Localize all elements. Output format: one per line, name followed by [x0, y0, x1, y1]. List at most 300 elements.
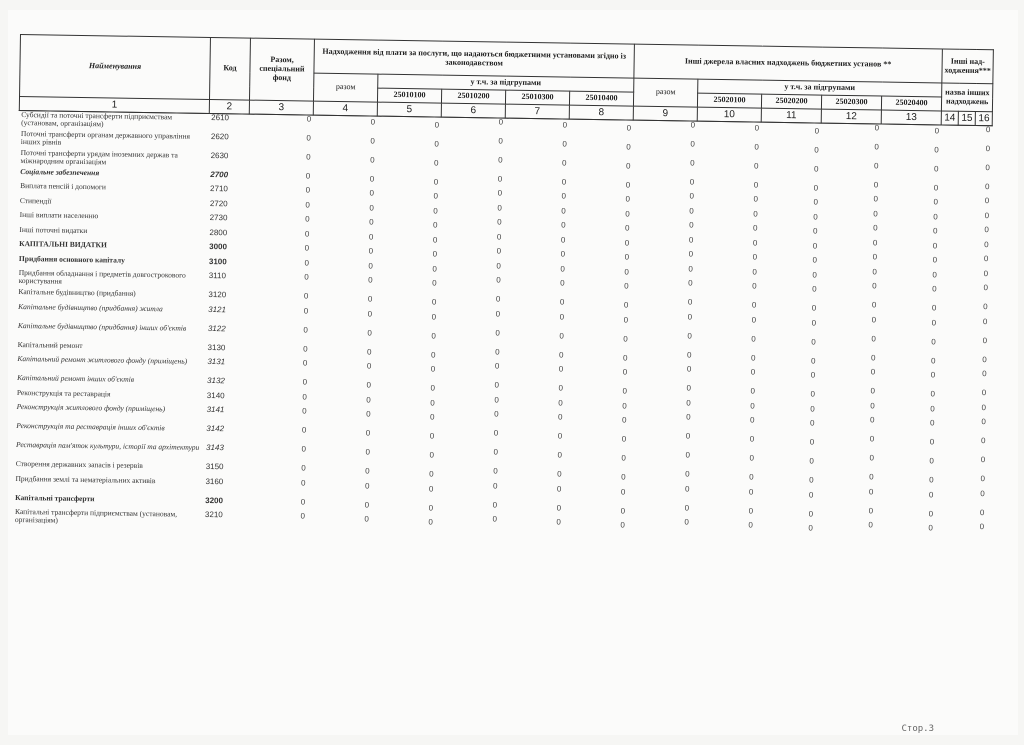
row-value: 0	[626, 142, 631, 152]
row-value: 0	[752, 267, 757, 277]
row-value: 0	[493, 447, 499, 457]
row-value: 0	[752, 252, 758, 262]
row-value: 0	[984, 225, 989, 235]
row-value: 0	[496, 232, 502, 242]
row-value: 0	[753, 180, 759, 190]
row-value: 0	[980, 455, 986, 465]
row-code: 3131	[207, 356, 226, 367]
row-name: Створення державних запасів і резервів	[15, 458, 143, 470]
row-value: 0	[688, 249, 694, 259]
row-value: 0	[985, 181, 990, 191]
header-subgroups-1: у т.ч. за підгрупами	[378, 74, 634, 92]
row-value	[952, 508, 969, 523]
row-value: 0	[431, 330, 436, 341]
row-value: 0	[931, 336, 936, 346]
row-value: 0	[306, 133, 311, 143]
column-number: 6	[441, 103, 505, 118]
row-value: 0	[871, 300, 877, 310]
row-value	[958, 125, 975, 144]
row-value	[955, 303, 972, 318]
column-number: 9	[633, 106, 697, 121]
row-value: 0	[304, 257, 310, 268]
row-value: 0	[930, 403, 935, 413]
column-number: 3	[249, 100, 313, 115]
header-sub-code: 25020400	[881, 96, 941, 111]
column-number: 16	[975, 112, 992, 126]
header-sub-code: 25010400	[569, 91, 633, 106]
row-name: Капітальний ремонт інших об'єктів	[17, 372, 135, 384]
row-value: 0	[623, 334, 628, 344]
row-code: 2630	[210, 150, 229, 160]
row-value: 0	[748, 520, 753, 530]
row-value: 0	[980, 474, 986, 484]
row-code: 3150	[205, 461, 224, 472]
row-value: 0	[367, 308, 373, 319]
row-value: 0	[558, 398, 563, 408]
row-value	[938, 302, 955, 317]
row-value: 0	[364, 480, 370, 491]
row-name: КАПІТАЛЬНІ ВИДАТКИ	[19, 239, 107, 250]
row-value: 0	[929, 456, 934, 466]
row-value: 0	[558, 412, 563, 422]
row-value: 0	[370, 155, 375, 165]
row-value: 0	[428, 517, 433, 527]
row-value: 0	[753, 194, 759, 204]
row-value: 0	[686, 383, 692, 393]
row-value: 0	[558, 383, 564, 393]
row-value: 0	[688, 278, 693, 288]
row-value: 0	[561, 206, 566, 216]
row-value: 0	[932, 240, 938, 250]
row-code: 3143	[205, 442, 224, 453]
row-value	[956, 255, 973, 270]
row-value: 0	[810, 355, 816, 366]
row-code: 3210	[204, 509, 223, 520]
header-code: Код	[209, 37, 250, 100]
column-number: 4	[313, 101, 377, 116]
header-razom-1: разом	[313, 73, 377, 102]
row-value: 0	[559, 297, 565, 307]
row-value	[955, 317, 972, 336]
row-value: 0	[429, 431, 435, 441]
header-other-names: назва інших надходжень	[941, 83, 993, 112]
row-value: 0	[980, 488, 985, 498]
row-value: 0	[621, 415, 627, 425]
row-value: 0	[868, 505, 874, 515]
row-code: 3121	[208, 304, 227, 314]
row-value: 0	[684, 502, 690, 513]
row-value: 0	[754, 123, 760, 133]
row-value: 0	[560, 249, 566, 259]
row-value: 0	[754, 142, 759, 152]
row-value	[939, 240, 956, 255]
row-value: 0	[364, 514, 369, 524]
row-value: 0	[983, 302, 988, 312]
row-value: 0	[687, 331, 692, 341]
row-value: 0	[301, 463, 306, 473]
row-value: 0	[688, 235, 694, 245]
row-value: 0	[748, 487, 754, 497]
row-value: 0	[873, 208, 878, 218]
row-value: 0	[932, 284, 937, 294]
row-value: 0	[430, 412, 435, 422]
column-number: 5	[377, 102, 441, 117]
row-value: 0	[983, 254, 989, 264]
row-name: Капітальне будівництво (придбання)	[18, 287, 136, 298]
row-value	[957, 197, 974, 212]
row-name: Реконструкція та реставрація інших об'єктів	[16, 420, 165, 433]
row-value: 0	[303, 324, 308, 335]
row-value: 0	[686, 412, 691, 422]
header-razom-2: разом	[633, 78, 697, 107]
row-value: 0	[302, 377, 308, 387]
row-value: 0	[561, 191, 567, 201]
column-number: 12	[821, 109, 881, 124]
row-value: 0	[929, 475, 934, 485]
row-value: 0	[624, 252, 630, 262]
row-value: 0	[811, 303, 817, 313]
row-value: 0	[928, 508, 934, 518]
row-value: 0	[932, 255, 938, 265]
row-value: 0	[870, 386, 876, 396]
row-value	[957, 182, 974, 197]
row-value: 0	[813, 163, 819, 174]
row-value: 0	[868, 520, 873, 530]
row-value: 0	[982, 335, 988, 345]
row-value: 0	[496, 261, 501, 271]
row-value: 0	[561, 177, 567, 187]
row-value: 0	[625, 209, 630, 219]
row-value: 0	[752, 281, 757, 291]
row-name: Придбання землі та нематеріальних активів	[15, 473, 156, 485]
row-code: 2800	[209, 227, 228, 237]
row-code: 2620	[210, 131, 229, 141]
row-value: 0	[365, 447, 371, 457]
row-value: 0	[368, 261, 373, 271]
row-value	[954, 389, 971, 404]
row-name: Капітальні трансферти	[15, 492, 95, 503]
row-value: 0	[556, 517, 561, 527]
row-value	[936, 436, 953, 455]
row-value	[938, 283, 955, 302]
row-value: 0	[984, 210, 990, 220]
row-value: 0	[432, 264, 437, 274]
row-value: 0	[870, 400, 875, 410]
row-value	[939, 225, 956, 240]
row-value: 0	[983, 283, 989, 293]
row-value: 0	[624, 281, 629, 291]
row-value: 0	[933, 163, 939, 173]
row-value: 0	[492, 514, 498, 524]
row-value: 0	[364, 499, 370, 510]
row-name: Капітальне будівництво (придбання) житла	[18, 301, 163, 313]
row-value	[936, 417, 953, 436]
row-value	[955, 336, 972, 355]
row-value: 0	[495, 309, 501, 319]
row-value: 0	[494, 409, 499, 419]
row-value: 0	[929, 437, 935, 447]
row-value: 0	[868, 486, 874, 496]
row-name: Капітальний ремонт	[17, 339, 83, 350]
row-value: 0	[750, 401, 755, 411]
row-value: 0	[434, 120, 440, 130]
row-value	[940, 211, 957, 226]
row-value: 0	[367, 294, 373, 304]
row-value: 0	[687, 350, 692, 360]
row-value: 0	[301, 444, 307, 454]
row-value	[941, 144, 958, 163]
row-code: 3160	[205, 476, 224, 486]
row-value: 0	[302, 406, 307, 416]
row-value	[940, 196, 957, 211]
row-value: 0	[809, 475, 814, 485]
row-value: 0	[753, 223, 758, 233]
row-name: Інші виплати населенню	[19, 210, 99, 221]
row-name: Реконструкція житлового фонду (приміщень)	[16, 401, 166, 414]
row-value: 0	[497, 188, 503, 198]
row-value: 0	[689, 177, 695, 187]
document-sheet	[8, 10, 1018, 735]
row-value: 0	[303, 343, 308, 354]
row-value: 0	[813, 182, 819, 193]
row-value: 0	[985, 125, 991, 135]
row-value: 0	[562, 120, 568, 130]
row-value: 0	[492, 480, 498, 491]
row-code: 3100	[208, 256, 227, 266]
row-value: 0	[303, 305, 309, 316]
row-value: 0	[750, 353, 756, 363]
header-sub-code: 25020200	[761, 94, 821, 109]
row-value: 0	[624, 238, 630, 248]
row-value: 0	[809, 418, 815, 428]
row-value: 0	[302, 391, 307, 402]
row-value	[941, 125, 958, 144]
row-value: 0	[498, 136, 503, 146]
row-value: 0	[556, 483, 562, 494]
row-value: 0	[623, 300, 629, 310]
row-value	[937, 355, 954, 370]
row-value	[937, 403, 954, 418]
row-value: 0	[495, 347, 500, 357]
row-value: 0	[432, 235, 438, 245]
column-number: 13	[881, 110, 941, 125]
row-value	[955, 284, 972, 303]
row-value: 0	[556, 502, 562, 513]
row-value: 0	[932, 269, 937, 279]
row-value: 0	[305, 200, 310, 210]
header-sub-code: 25010100	[377, 88, 441, 103]
row-value	[935, 474, 952, 489]
row-value: 0	[812, 284, 817, 294]
row-code: 2720	[209, 198, 228, 208]
row-value: 0	[305, 171, 311, 181]
row-value: 0	[981, 402, 987, 412]
row-value: 0	[366, 361, 372, 371]
row-value: 0	[982, 316, 988, 326]
row-value: 0	[979, 522, 985, 532]
row-name: Капітальне будівництво (придбання) інших об'єктів	[17, 320, 187, 333]
row-value: 0	[434, 139, 439, 149]
row-value	[935, 489, 952, 508]
row-value	[940, 163, 957, 182]
row-value: 0	[305, 214, 310, 224]
row-value: 0	[933, 211, 938, 221]
row-value: 0	[871, 352, 876, 362]
row-code: 2700	[210, 169, 229, 179]
row-value: 0	[561, 220, 566, 230]
row-value: 0	[433, 206, 438, 216]
row-value: 0	[497, 217, 502, 227]
row-code: 2710	[210, 184, 228, 194]
row-value: 0	[302, 358, 308, 368]
row-value: 0	[428, 483, 434, 494]
row-value: 0	[367, 346, 372, 357]
row-value: 0	[559, 350, 564, 360]
row-value: 0	[434, 158, 439, 168]
row-value: 0	[430, 383, 436, 393]
row-value: 0	[368, 232, 374, 242]
row-value: 0	[496, 246, 502, 256]
row-value: 0	[751, 334, 756, 344]
row-value	[956, 269, 973, 284]
row-value: 0	[369, 174, 375, 184]
row-value: 0	[929, 418, 935, 428]
header-sub-code: 25010300	[505, 90, 569, 105]
column-number: 1	[19, 97, 209, 114]
row-value: 0	[366, 394, 371, 405]
row-code: 3130	[207, 342, 226, 352]
row-value: 0	[498, 117, 504, 127]
row-value: 0	[557, 469, 562, 479]
row-value: 0	[684, 484, 690, 494]
header-name: Найменування	[20, 35, 211, 100]
row-value: 0	[686, 398, 691, 408]
row-value: 0	[748, 506, 754, 516]
header-other-income: Інші над-ходження***	[942, 49, 994, 84]
row-value: 0	[304, 229, 310, 239]
row-code: 3000	[209, 241, 228, 252]
row-value: 0	[492, 499, 498, 510]
row-value: 0	[431, 297, 437, 307]
budget-report-table	[12, 34, 994, 542]
row-value	[937, 369, 954, 388]
row-value: 0	[494, 361, 500, 371]
row-value	[957, 211, 974, 226]
row-value: 0	[304, 243, 310, 253]
row-value: 0	[812, 226, 818, 236]
row-value: 0	[981, 417, 986, 427]
row-value: 0	[812, 240, 818, 251]
row-value: 0	[810, 370, 816, 380]
row-value: 0	[982, 354, 987, 364]
page-number: Стор.3	[901, 724, 934, 734]
row-value	[956, 240, 973, 255]
row-value: 0	[300, 477, 306, 488]
row-value: 0	[813, 211, 818, 222]
row-value	[954, 370, 971, 389]
row-value: 0	[814, 144, 819, 155]
row-value: 0	[558, 364, 564, 374]
row-value: 0	[369, 217, 374, 227]
column-number: 14	[941, 111, 958, 125]
row-value: 0	[300, 496, 306, 507]
column-number: 10	[697, 107, 761, 122]
row-value: 0	[754, 161, 759, 171]
row-value: 0	[811, 317, 817, 328]
row-value: 0	[498, 155, 503, 165]
row-value: 0	[872, 281, 877, 291]
row-value	[935, 522, 952, 541]
row-value	[935, 508, 952, 523]
row-value	[953, 418, 970, 437]
row-value	[958, 144, 975, 163]
row-value: 0	[808, 508, 814, 519]
row-value: 0	[494, 380, 500, 390]
row-code: 3200	[205, 495, 224, 505]
row-value: 0	[432, 249, 438, 259]
row-name: Реконструкція та реставрація	[16, 387, 111, 398]
row-value: 0	[985, 143, 991, 153]
row-value: 0	[874, 141, 879, 152]
row-value: 0	[871, 333, 876, 343]
row-value: 0	[495, 294, 501, 304]
row-value: 0	[497, 174, 503, 184]
row-name: Реставрація пам'яток культури, історії та архітектури	[15, 439, 200, 452]
row-value: 0	[625, 161, 631, 171]
row-value	[953, 456, 970, 475]
row-value: 0	[749, 453, 755, 463]
row-value: 0	[873, 194, 879, 204]
row-name: Соціальне забезпечення	[20, 166, 100, 177]
row-value: 0	[622, 367, 628, 377]
row-value	[937, 388, 954, 403]
row-value: 0	[433, 220, 438, 230]
row-value: 0	[752, 238, 758, 248]
row-value: 0	[433, 191, 439, 201]
row-value: 0	[686, 364, 692, 374]
row-value: 0	[428, 502, 434, 513]
row-value: 0	[621, 453, 626, 463]
row-value: 0	[984, 196, 990, 206]
row-value: 0	[931, 303, 937, 313]
row-value: 0	[981, 388, 987, 398]
row-value: 0	[621, 472, 626, 482]
row-value: 0	[689, 220, 694, 230]
row-value: 0	[808, 489, 814, 500]
row-value: 0	[622, 386, 628, 396]
row-value: 0	[984, 239, 989, 249]
row-name: Субсидії та поточні трансферти підприємствам (установам, організаціям)	[21, 110, 173, 129]
row-value: 0	[303, 291, 309, 301]
row-value: 0	[930, 389, 936, 399]
row-value: 0	[750, 415, 755, 425]
row-value: 0	[497, 203, 502, 213]
row-value: 0	[306, 152, 311, 162]
row-code: 3132	[207, 375, 225, 386]
row-value: 0	[871, 314, 877, 324]
row-value: 0	[872, 237, 878, 247]
row-value	[938, 336, 955, 355]
column-number: 2	[209, 99, 249, 114]
row-value	[936, 455, 953, 474]
row-value	[954, 403, 971, 418]
row-name: Інші поточні видатки	[19, 224, 88, 235]
column-number: 11	[761, 108, 821, 123]
row-value: 0	[626, 123, 632, 133]
row-name: Придбання обладнання і предметів довгострокового користування	[18, 268, 186, 286]
row-value: 0	[560, 235, 566, 245]
row-code: 2730	[209, 213, 228, 223]
